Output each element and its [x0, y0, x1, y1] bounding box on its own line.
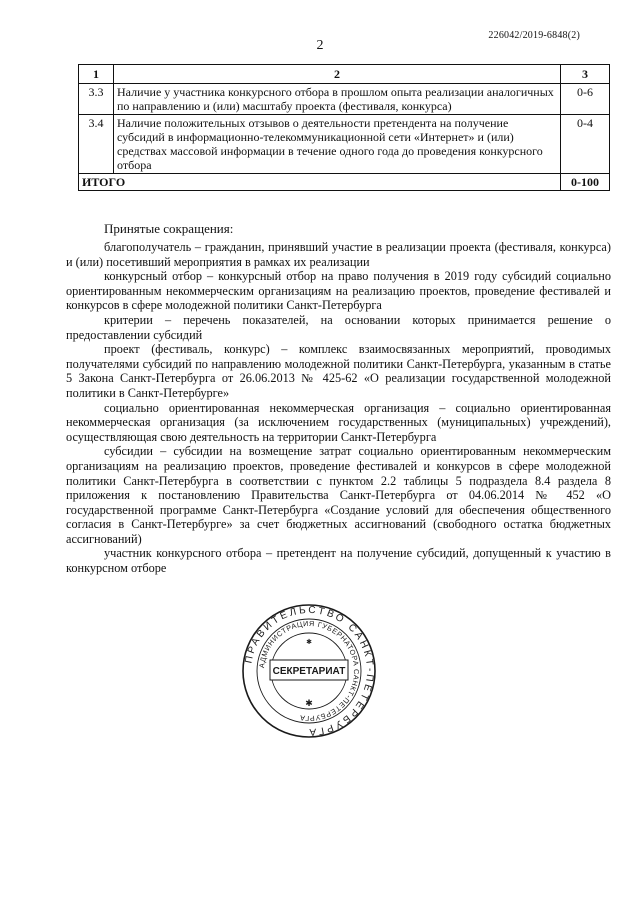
row-text: Наличие положительных отзывов о деятельности претендента на получение субсидий в информационно-телекоммуникационной сети «Интернет» и (или) средствах массовой информации в течение одного года до проведения конкурсного отбора [114, 115, 561, 174]
stamp-center-text: СЕКРЕТАРИАТ [272, 666, 346, 677]
column-header: 2 [114, 65, 561, 84]
stamp-star-icon: ✱ [306, 638, 312, 646]
criteria-table [78, 64, 610, 191]
table-row [79, 115, 610, 174]
total-value: 0-100 [561, 174, 610, 191]
document-number: 226042/2019-6848(2) [488, 30, 580, 41]
row-score: 0-6 [561, 84, 610, 115]
abbreviations-list [66, 240, 611, 576]
page-number: 2 [316, 38, 324, 53]
abbreviation-item: субсидии – субсидии на возмещение затрат социально ориентированным некоммерческим организациям на реализацию проектов, проведение фестивалей и конкурсов в сфере молодежной политики Санкт-Петербурга в соответствии с пунктом 2.2 таблицы 5 подраздела 8.4 раздела 8 приложения к постановлению Правительства Санкт-Петербурга от 04.06.2014 № 452 «О государственной программе Санкт-Петербурга «Создание условий для обеспечения общественного согласия в Санкт-Петербурге» за счет бюджетных ассигнований (свободного остатка бюджетных ассигнований) [66, 444, 611, 546]
row-number: 3.4 [79, 115, 114, 174]
table-header-row [79, 65, 610, 84]
column-header: 1 [79, 65, 114, 84]
row-number: 3.3 [79, 84, 114, 115]
abbreviations-title: Принятые сокращения: [104, 221, 234, 236]
row-text: Наличие у участника конкурсного отбора в прошлом опыта реализации аналогичных по направлению и (или) масштабу проекта (фестиваля, конкурса) [114, 84, 561, 115]
abbreviation-item: благополучатель – гражданин, принявший участие в реализации проекта (фестиваля, конкурса) и (или) посетивший мероприятия в рамках их реализации [66, 240, 611, 269]
stamp-inner-textpath: АДМИНИСТРАЦИЯ ГУБЕРНАТОРА САНКТ-ПЕТЕРБУРГА [257, 618, 362, 724]
abbreviation-item: социально ориентированная некоммерческая организация – социально ориентированная некоммерческая организация (за исключением государственных (муниципальных) учреждений), осуществляющая свою деятельность на территории Санкт-Петербурга [66, 400, 611, 444]
table-row [79, 84, 610, 115]
abbreviation-item: конкурсный отбор – конкурсный отбор на право получения в 2019 году субсидий социально ориентированным некоммерческим организациям на реализацию проектов, проведение фестивалей и конкурсов в сфере молодежной политики Санкт-Петербурга [66, 269, 611, 313]
table-total-row [79, 174, 610, 191]
secretariat-stamp [240, 602, 378, 740]
row-score: 0-4 [561, 115, 610, 174]
abbreviation-item: проект (фестиваль, конкурс) – комплекс взаимосвязанных мероприятий, проводимых получателями субсидий по направлению молодежной политики Санкт-Петербурга, указанным в статье 5 Закона Санкт-Петербурга от 26.06.2013 № 425-62 «О реализации государственной молодежной политики в Санкт-Петербурге» [66, 342, 611, 400]
column-header: 3 [561, 65, 610, 84]
stamp-outer-textpath: ПРАВИТЕЛЬСТВО САНКТ-ПЕТЕРБУРГА [243, 604, 376, 738]
total-label: ИТОГО [79, 174, 561, 191]
abbreviation-item: участник конкурсного отбора – претендент на получение субсидий, допущенный к участию в конкурсном отборе [66, 546, 611, 576]
abbreviation-item: критерии – перечень показателей, на основании которых принимается решение о предоставлении субсидий [66, 312, 611, 342]
stamp-star-icon: ✱ [305, 698, 313, 708]
